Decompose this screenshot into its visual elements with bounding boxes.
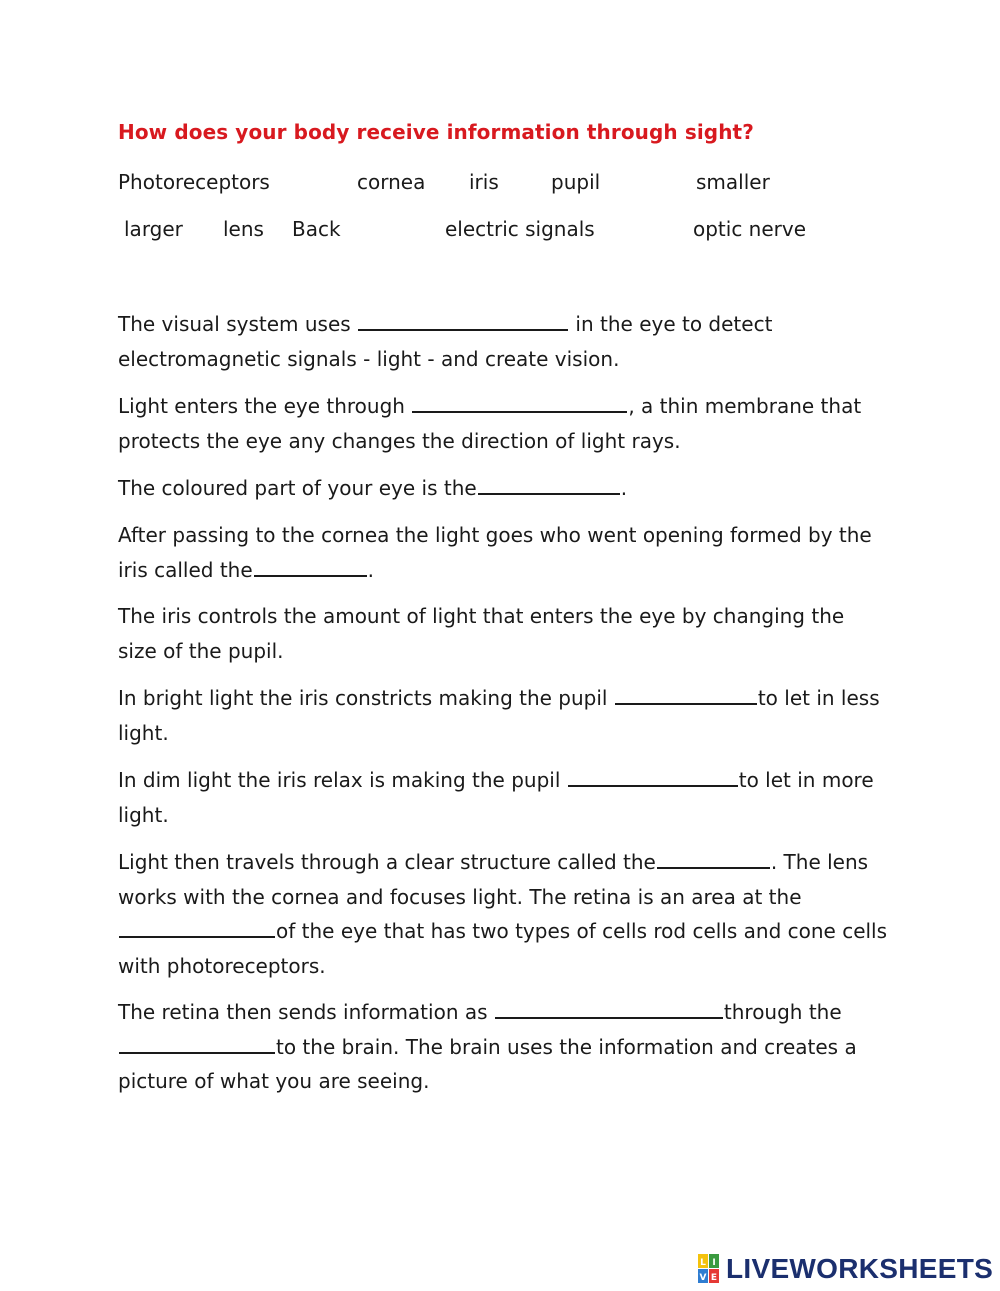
question-3: The coloured part of your eye is the . [118,471,888,506]
worksheet-title: How does your body receive information through sight? [118,120,754,144]
liveworksheets-logo-icon [698,1254,720,1284]
word-bank-item: Photoreceptors [118,170,270,194]
word-bank-item: electric signals [445,217,595,241]
answer-blank-8[interactable] [119,916,275,938]
answer-blank-3[interactable] [478,473,620,495]
word-bank-item: lens [223,217,264,241]
svg-text:E: E [710,1273,718,1283]
answer-blank-4[interactable] [254,555,367,577]
question-5: The iris controls the amount of light that enters the eye by changing the size of the pupil. [118,604,845,663]
answer-blank-6[interactable] [568,765,738,787]
liveworksheets-logo-text: LIVEWORKSHEETS [726,1253,994,1284]
answer-blank-9[interactable] [495,997,723,1019]
answer-blank-2[interactable] [412,391,627,413]
answer-blank-7[interactable] [657,847,770,869]
liveworksheets-logo [698,1254,993,1284]
question-6: In bright light the iris constricts making the pupil to let in less light. [118,681,888,750]
svg-text:L: L [700,1258,706,1268]
question-7: In dim light the iris relax is making the pupil to let in more light. [118,763,888,832]
answer-blank-1[interactable] [358,309,568,331]
word-bank-item: pupil [551,170,601,194]
word-bank-item: smaller [696,170,770,194]
question-2: Light enters the eye through , a thin membrane that protects the eye any changes the direction of light rays. [118,389,888,458]
answer-blank-5[interactable] [615,683,757,705]
answer-blank-10[interactable] [119,1032,275,1054]
question-9: The retina then sends information as through the to the brain. The brain uses the information and creates a picture of what you are seeing. [118,995,888,1099]
word-bank-item: cornea [357,170,426,194]
word-bank-item: optic nerve [693,217,807,241]
word-bank-item: iris [469,170,499,194]
word-bank-item: larger [124,217,183,241]
word-bank-item: Back [292,217,341,241]
question-8: Light then travels through a clear structure called the . The lens works with the cornea and focuses light. The retina is an area at the of the eye that has two types of cells rod cells and cone cells with photoreceptors. [118,845,888,983]
svg-text:I: I [712,1258,716,1268]
svg-text:V: V [699,1273,707,1283]
question-4: After passing to the cornea the light goes who went opening formed by the iris called the . [118,523,872,582]
question-1: The visual system uses in the eye to detect electromagnetic signals - light - and create vision. [118,307,888,376]
